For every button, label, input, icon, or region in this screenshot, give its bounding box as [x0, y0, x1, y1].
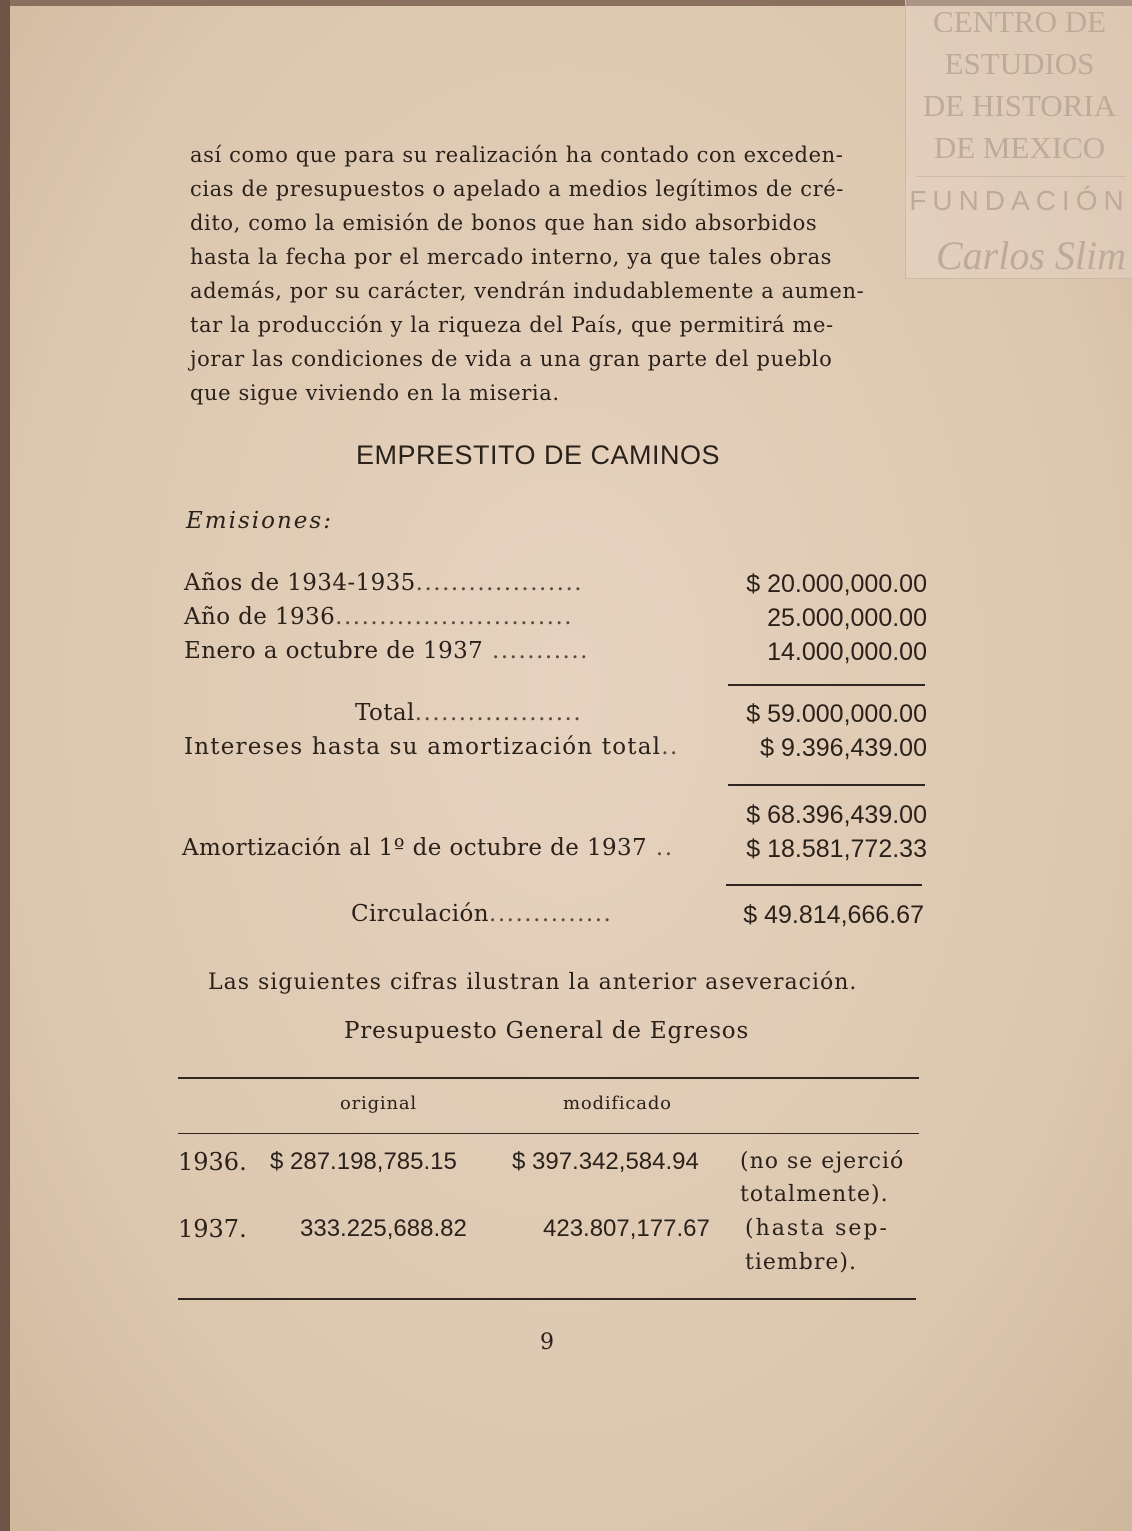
watermark-signature: Carlos Slim — [936, 233, 1127, 278]
watermark-line-3: DE HISTORIA — [922, 88, 1117, 123]
emision-label: Años de 1934-1935................... — [184, 570, 584, 596]
amortizacion-value: $ 18.581,772.33 — [746, 835, 927, 863]
table-top-rule — [178, 1077, 919, 1079]
intereses-label: Intereses hasta su amortización total.. — [184, 734, 679, 760]
section-heading: EMPRESTITO DE CAMINOS — [356, 440, 721, 470]
paragraph-line: hasta la fecha por el mercado interno, ya que tales obras — [190, 245, 833, 269]
budget-year: 1937. — [178, 1215, 247, 1243]
budget-modificado: $ 397.342,584.94 — [512, 1148, 699, 1175]
budget-note: (no se ejerció — [740, 1149, 905, 1174]
sum-rule — [726, 884, 922, 886]
total-value: $ 59.000,000.00 — [746, 700, 927, 728]
watermark-line-4: DE MEXICO — [933, 130, 1106, 165]
watermark-stamp — [905, 0, 1132, 279]
paragraph-line: dito, como la emisión de bonos que han sido absorbidos — [190, 211, 818, 235]
page-left-edge — [0, 0, 10, 1531]
circulacion-label: Circulación.............. — [351, 901, 613, 927]
budget-year: 1936. — [178, 1148, 247, 1176]
budget-original: $ 287.198,785.15 — [270, 1148, 457, 1175]
budget-note: totalmente). — [740, 1182, 889, 1207]
emisiones-subheading: Emisiones: — [186, 508, 333, 534]
amortizacion-label: Amortización al 1º de octubre de 1937 .. — [182, 835, 674, 861]
watermark-divider — [916, 176, 1126, 177]
sum-rule — [728, 684, 925, 686]
subtotal-value: $ 68.396,439.00 — [746, 801, 927, 829]
paragraph-line: además, por su carácter, vendrán indudablemente a aumen- — [190, 279, 865, 303]
page-number: 9 — [540, 1330, 554, 1355]
circulacion-value: $ 49.814,666.67 — [743, 901, 924, 929]
emision-label: Año de 1936........................... — [184, 604, 574, 630]
paragraph-line: jorar las condiciones de vida a una gran parte del pueblo — [190, 347, 833, 371]
table-header-rule — [178, 1133, 919, 1134]
budget-note: tiembre). — [745, 1250, 857, 1275]
paragraph-line: así como que para su realización ha contado con exceden- — [190, 143, 844, 167]
total-label: Total................... — [355, 700, 583, 726]
intereses-value: $ 9.396,439.00 — [760, 734, 927, 762]
budget-modificado: 423.807,177.67 — [543, 1215, 710, 1242]
sum-rule — [728, 784, 925, 786]
watermark-fundacion: FUNDACIÓN — [909, 185, 1130, 216]
col-header-original: original — [340, 1093, 417, 1114]
intro-sentence: Las siguientes cifras ilustran la anterior aseveración. — [208, 970, 858, 995]
watermark-line-2: ESTUDIOS — [944, 46, 1095, 81]
emision-value: 14.000,000.00 — [767, 638, 927, 666]
budget-original: 333.225,688.82 — [300, 1215, 467, 1242]
emision-value: 25.000,000.00 — [767, 604, 927, 632]
col-header-modificado: modificado — [563, 1093, 672, 1114]
budget-title: Presupuesto General de Egresos — [344, 1018, 750, 1044]
paragraph-line: tar la producción y la riqueza del País, que permitirá me- — [190, 313, 834, 337]
watermark-line-1: CENTRO DE — [932, 4, 1107, 39]
budget-note: (hasta sep- — [745, 1216, 889, 1241]
emision-label: Enero a octubre de 1937 ........... — [184, 638, 589, 664]
paragraph-line: cias de presupuestos o apelado a medios legítimos de cré- — [190, 177, 844, 201]
paragraph-line: que sigue viviendo en la miseria. — [190, 381, 560, 405]
emision-value: $ 20.000,000.00 — [746, 570, 927, 598]
table-bottom-rule — [178, 1298, 916, 1300]
